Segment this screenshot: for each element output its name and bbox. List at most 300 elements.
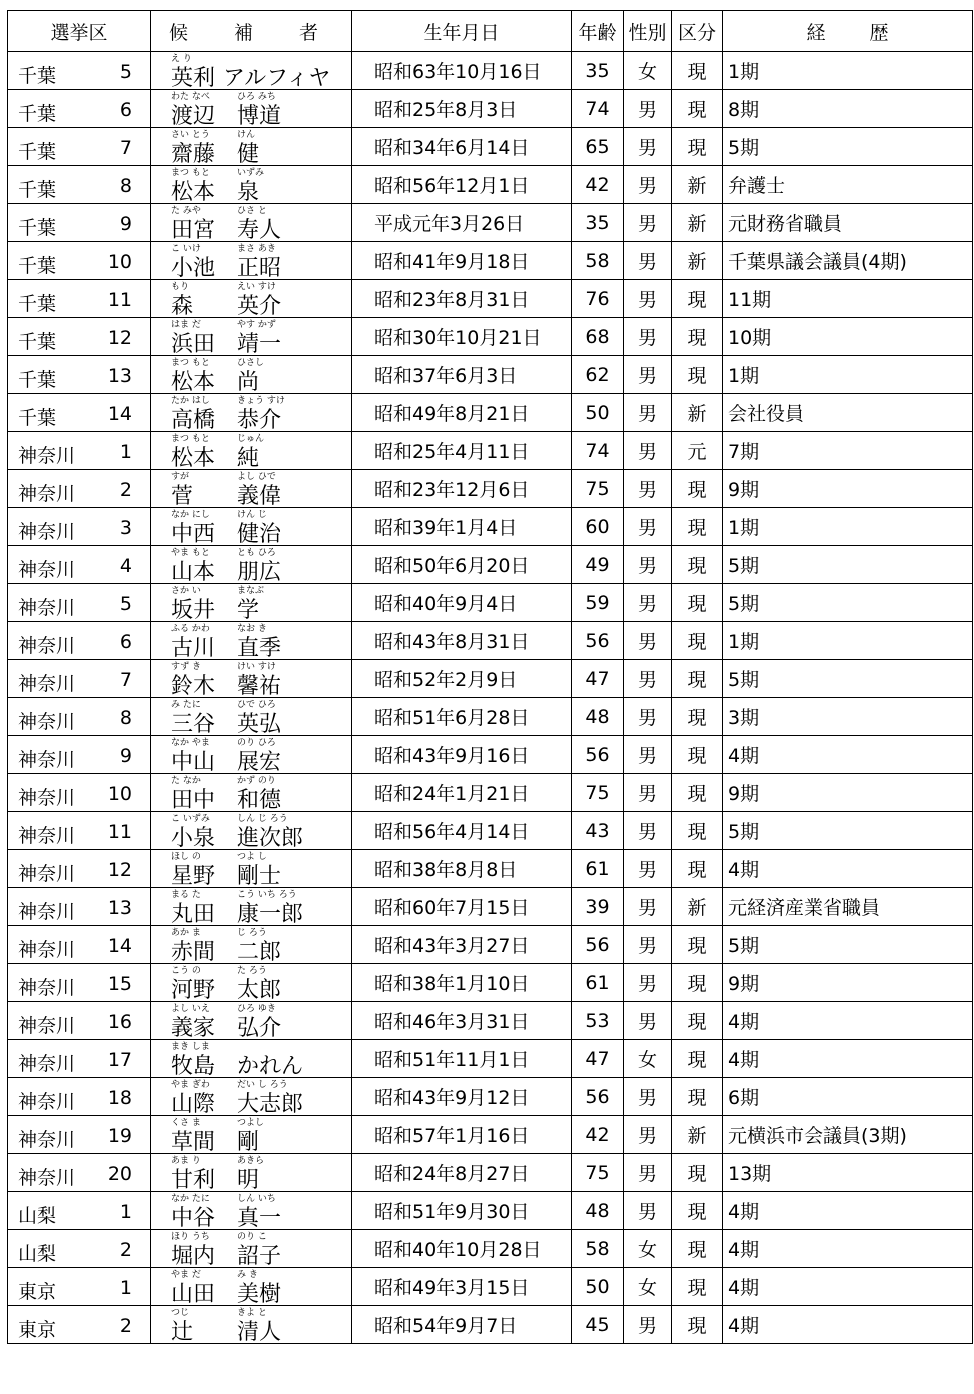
table-row <box>8 888 973 926</box>
career: 4期 <box>723 1002 973 1040</box>
district-cell <box>8 90 151 128</box>
family-name-ruby: くさ ま <box>171 1118 201 1128</box>
table-row <box>8 546 973 584</box>
career: 5期 <box>723 812 973 850</box>
given-name-ruby: ひろ みち <box>237 92 276 102</box>
status-kubun: 新 <box>672 204 723 242</box>
family-name-ruby: え り <box>171 54 192 64</box>
birth-date: 昭和51年11月1日 <box>352 1040 572 1078</box>
district-number: 8 <box>119 175 132 197</box>
district-number: 10 <box>107 251 132 273</box>
district-number: 15 <box>107 973 132 995</box>
prefecture: 千葉 <box>18 407 57 429</box>
table-row <box>8 508 973 546</box>
candidate-name-cell <box>151 888 352 926</box>
table-row <box>8 1268 973 1306</box>
birth-date: 昭和30年10月21日 <box>352 318 572 356</box>
family-name-ruby: た みや <box>171 206 201 216</box>
given-name: 朋広 <box>237 560 282 584</box>
candidate-name-cell <box>151 1002 352 1040</box>
district-cell <box>8 1078 151 1116</box>
district-cell <box>8 356 151 394</box>
age: 75 <box>572 774 624 812</box>
age: 50 <box>572 394 624 432</box>
table-row <box>8 204 973 242</box>
header-career <box>723 11 973 52</box>
district-number: 2 <box>119 479 132 501</box>
table-row <box>8 622 973 660</box>
prefecture: 神奈川 <box>18 483 76 505</box>
district-cell <box>8 204 151 242</box>
family-name: 甘利 <box>171 1168 216 1192</box>
birth-date: 昭和24年8月27日 <box>352 1154 572 1192</box>
status-kubun: 現 <box>672 52 723 90</box>
career: 4期 <box>723 1040 973 1078</box>
age: 61 <box>572 850 624 888</box>
family-name: 田宮 <box>171 218 216 242</box>
family-name-ruby: やま ぎわ <box>171 1080 210 1090</box>
birth-date: 昭和56年4月14日 <box>352 812 572 850</box>
district-number: 12 <box>107 859 132 881</box>
birth-date: 昭和50年6月20日 <box>352 546 572 584</box>
given-name: 進次郎 <box>237 826 304 850</box>
family-name: 鈴木 <box>171 674 216 698</box>
sex: 男 <box>624 926 672 964</box>
given-name-ruby: しん じ ろう <box>237 814 288 824</box>
header-candidate-1: 候 <box>169 21 191 44</box>
sex: 男 <box>624 964 672 1002</box>
district-cell <box>8 1268 151 1306</box>
family-name: 田中 <box>171 788 216 812</box>
age: 56 <box>572 1078 624 1116</box>
district-number: 20 <box>107 1163 132 1185</box>
status-kubun: 現 <box>672 1306 723 1344</box>
family-name-ruby: ほり うち <box>171 1232 210 1242</box>
given-name-ruby: えい すけ <box>237 282 276 292</box>
age: 56 <box>572 622 624 660</box>
sex: 男 <box>624 698 672 736</box>
age: 74 <box>572 90 624 128</box>
career: 元経済産業省職員 <box>723 888 973 926</box>
candidate-name-cell <box>151 1116 352 1154</box>
table-row <box>8 242 973 280</box>
sex: 男 <box>624 242 672 280</box>
header-career-2: 歴 <box>869 21 889 44</box>
candidate-name-cell <box>151 1230 352 1268</box>
given-name: 馨祐 <box>237 674 282 698</box>
district-number: 7 <box>119 669 132 691</box>
sex: 男 <box>624 546 672 584</box>
given-name-ruby: なお き <box>237 624 267 634</box>
prefecture: 神奈川 <box>18 445 76 467</box>
given-name-ruby: まなぶ <box>237 586 265 596</box>
district-cell <box>8 926 151 964</box>
district-cell <box>8 660 151 698</box>
candidate-name-cell <box>151 1192 352 1230</box>
candidate-name-cell <box>151 1078 352 1116</box>
candidate-name-cell <box>151 926 352 964</box>
given-name: アルフィヤ <box>223 66 331 90</box>
family-name: 山田 <box>171 1282 216 1306</box>
prefecture: 神奈川 <box>18 825 76 847</box>
sex: 男 <box>624 204 672 242</box>
district-number: 2 <box>119 1239 132 1261</box>
given-name-ruby: けん じ <box>237 510 267 520</box>
status-kubun: 現 <box>672 1154 723 1192</box>
given-name: 美樹 <box>237 1282 282 1306</box>
table-row <box>8 774 973 812</box>
birth-date: 昭和39年1月4日 <box>352 508 572 546</box>
age: 62 <box>572 356 624 394</box>
district-number: 1 <box>119 441 132 463</box>
status-kubun: 新 <box>672 888 723 926</box>
district-cell <box>8 850 151 888</box>
prefecture: 千葉 <box>18 369 57 391</box>
family-name-ruby: さい とう <box>171 130 210 140</box>
birth-date: 昭和43年8月31日 <box>352 622 572 660</box>
given-name-ruby: だい し ろう <box>237 1080 288 1090</box>
birth-date: 昭和24年1月21日 <box>352 774 572 812</box>
age: 42 <box>572 166 624 204</box>
prefecture: 神奈川 <box>18 1129 76 1151</box>
given-name: 剛士 <box>237 864 282 888</box>
sex: 男 <box>624 736 672 774</box>
age: 53 <box>572 1002 624 1040</box>
district-cell <box>8 394 151 432</box>
candidate-name-cell <box>151 128 352 166</box>
career: 11期 <box>723 280 973 318</box>
family-name-ruby: まつ もと <box>171 434 210 444</box>
candidate-name-cell <box>151 1268 352 1306</box>
family-name: 中山 <box>171 750 216 774</box>
given-name-ruby: ひさ と <box>237 206 267 216</box>
career: 4期 <box>723 850 973 888</box>
given-name-ruby: じゅん <box>237 434 265 444</box>
given-name-ruby: じ ろう <box>237 928 267 938</box>
family-name: 三谷 <box>171 712 216 736</box>
age: 60 <box>572 508 624 546</box>
sex: 男 <box>624 660 672 698</box>
age: 47 <box>572 660 624 698</box>
district-cell <box>8 622 151 660</box>
birth-date: 昭和46年3月31日 <box>352 1002 572 1040</box>
prefecture: 山梨 <box>18 1205 57 1227</box>
candidate-name-cell <box>151 356 352 394</box>
sex: 女 <box>624 1268 672 1306</box>
table-row <box>8 470 973 508</box>
district-cell <box>8 1154 151 1192</box>
family-name-ruby: まき しま <box>171 1042 210 1052</box>
table-row <box>8 1192 973 1230</box>
sex: 男 <box>624 812 672 850</box>
given-name: 清人 <box>237 1320 282 1344</box>
candidate-name-cell <box>151 812 352 850</box>
given-name-ruby: ひで ひろ <box>237 700 276 710</box>
sex: 男 <box>624 888 672 926</box>
family-name: 高橋 <box>171 408 216 432</box>
given-name: 健 <box>237 142 260 166</box>
age: 47 <box>572 1040 624 1078</box>
table-row <box>8 964 973 1002</box>
district-number: 18 <box>107 1087 132 1109</box>
district-cell <box>8 166 151 204</box>
birth-date: 昭和25年4月11日 <box>352 432 572 470</box>
sex: 男 <box>624 432 672 470</box>
status-kubun: 現 <box>672 280 723 318</box>
given-name: 尚 <box>237 370 260 394</box>
given-name-ruby: かず のり <box>237 776 276 786</box>
district-cell <box>8 1306 151 1344</box>
candidate-name-cell <box>151 622 352 660</box>
age: 39 <box>572 888 624 926</box>
birth-date: 昭和37年6月3日 <box>352 356 572 394</box>
prefecture: 神奈川 <box>18 1015 76 1037</box>
candidate-name-cell <box>151 432 352 470</box>
table-row <box>8 318 973 356</box>
career: 5期 <box>723 546 973 584</box>
given-name: 剛 <box>237 1130 260 1154</box>
given-name-ruby: きよ と <box>237 1308 267 1318</box>
career: 9期 <box>723 964 973 1002</box>
birth-date: 昭和51年9月30日 <box>352 1192 572 1230</box>
district-number: 8 <box>119 707 132 729</box>
candidate-name-cell <box>151 242 352 280</box>
table-row <box>8 850 973 888</box>
status-kubun: 現 <box>672 926 723 964</box>
candidate-name-cell <box>151 470 352 508</box>
status-kubun: 現 <box>672 356 723 394</box>
prefecture: 神奈川 <box>18 711 76 733</box>
candidate-name-cell <box>151 394 352 432</box>
status-kubun: 現 <box>672 660 723 698</box>
family-name: 堀内 <box>171 1244 216 1268</box>
sex: 男 <box>624 1078 672 1116</box>
career: 4期 <box>723 1230 973 1268</box>
family-name-ruby: たか はし <box>171 396 210 406</box>
district-number: 11 <box>107 289 132 311</box>
sex: 男 <box>624 318 672 356</box>
given-name-ruby: た ろう <box>237 966 267 976</box>
status-kubun: 現 <box>672 964 723 1002</box>
career: 5期 <box>723 128 973 166</box>
career: 1期 <box>723 622 973 660</box>
table-row <box>8 1230 973 1268</box>
header-district: 選挙区 <box>8 11 151 52</box>
given-name-ruby: やす かず <box>237 320 276 330</box>
age: 48 <box>572 1192 624 1230</box>
given-name: 英弘 <box>237 712 282 736</box>
given-name: 純 <box>237 446 260 470</box>
family-name: 義家 <box>171 1016 216 1040</box>
given-name: 弘介 <box>237 1016 282 1040</box>
sex: 男 <box>624 1154 672 1192</box>
career: 8期 <box>723 90 973 128</box>
sex: 男 <box>624 584 672 622</box>
family-name: 浜田 <box>171 332 216 356</box>
status-kubun: 現 <box>672 812 723 850</box>
age: 50 <box>572 1268 624 1306</box>
career: 元財務省職員 <box>723 204 973 242</box>
table-row <box>8 1116 973 1154</box>
district-cell <box>8 52 151 90</box>
status-kubun: 現 <box>672 774 723 812</box>
given-name-ruby: のり ひろ <box>237 738 276 748</box>
header-kubun: 区分 <box>672 11 723 52</box>
age: 56 <box>572 736 624 774</box>
district-number: 13 <box>107 897 132 919</box>
birth-date: 昭和60年7月15日 <box>352 888 572 926</box>
given-name: 健治 <box>237 522 282 546</box>
career: 5期 <box>723 926 973 964</box>
career: 1期 <box>723 52 973 90</box>
birth-date: 昭和34年6月14日 <box>352 128 572 166</box>
header-sex: 性別 <box>624 11 672 52</box>
career: 弁護士 <box>723 166 973 204</box>
prefecture: 神奈川 <box>18 1091 76 1113</box>
status-kubun: 現 <box>672 850 723 888</box>
sex: 男 <box>624 280 672 318</box>
sex: 男 <box>624 1002 672 1040</box>
given-name-ruby: きょう すけ <box>237 396 285 406</box>
prefecture: 千葉 <box>18 331 57 353</box>
district-number: 17 <box>107 1049 132 1071</box>
given-name: 真一 <box>237 1206 282 1230</box>
district-cell <box>8 736 151 774</box>
family-name-ruby: わた なべ <box>171 92 210 102</box>
family-name-ruby: もり <box>171 282 190 292</box>
age: 45 <box>572 1306 624 1344</box>
family-name-ruby: やま もと <box>171 548 210 558</box>
family-name: 渡辺 <box>171 104 216 128</box>
family-name-ruby: なか たに <box>171 1194 210 1204</box>
family-name-ruby: はま だ <box>171 320 201 330</box>
birth-date: 昭和51年6月28日 <box>352 698 572 736</box>
family-name-ruby: すず き <box>171 662 201 672</box>
table-row <box>8 394 973 432</box>
status-kubun: 現 <box>672 736 723 774</box>
birth-date: 昭和25年8月3日 <box>352 90 572 128</box>
status-kubun: 現 <box>672 584 723 622</box>
table-row <box>8 432 973 470</box>
given-name-ruby: つよ し <box>237 852 267 862</box>
career: 5期 <box>723 660 973 698</box>
family-name: 小池 <box>171 256 216 280</box>
candidate-name-cell <box>151 318 352 356</box>
family-name: 山際 <box>171 1092 216 1116</box>
candidate-table <box>7 10 973 1344</box>
candidate-name-cell <box>151 166 352 204</box>
career: 5期 <box>723 584 973 622</box>
prefecture: 神奈川 <box>18 787 76 809</box>
given-name-ruby: しん いち <box>237 1194 276 1204</box>
table-row <box>8 1002 973 1040</box>
candidate-name-cell <box>151 774 352 812</box>
candidate-name-cell <box>151 1306 352 1344</box>
candidate-name-cell <box>151 850 352 888</box>
sex: 男 <box>624 774 672 812</box>
prefecture: 千葉 <box>18 179 57 201</box>
district-cell <box>8 888 151 926</box>
district-number: 13 <box>107 365 132 387</box>
birth-date: 昭和49年3月15日 <box>352 1268 572 1306</box>
status-kubun: 新 <box>672 1116 723 1154</box>
age: 68 <box>572 318 624 356</box>
family-name: 草間 <box>171 1130 216 1154</box>
birth-date: 昭和52年2月9日 <box>352 660 572 698</box>
given-name: 博道 <box>237 104 282 128</box>
career: 7期 <box>723 432 973 470</box>
status-kubun: 現 <box>672 1192 723 1230</box>
family-name: 赤間 <box>171 940 216 964</box>
family-name: 古川 <box>171 636 216 660</box>
prefecture: 神奈川 <box>18 1053 76 1075</box>
family-name-ruby: あか ま <box>171 928 201 938</box>
birth-date: 平成元年3月26日 <box>352 204 572 242</box>
given-name: 詔子 <box>237 1244 282 1268</box>
candidate-name-cell <box>151 508 352 546</box>
given-name: 明 <box>237 1168 260 1192</box>
table-row <box>8 1306 973 1344</box>
status-kubun: 元 <box>672 432 723 470</box>
candidate-name-cell <box>151 736 352 774</box>
prefecture: 東京 <box>18 1281 57 1303</box>
given-name: かれん <box>237 1054 304 1078</box>
district-cell <box>8 964 151 1002</box>
given-name: 正昭 <box>237 256 282 280</box>
status-kubun: 現 <box>672 1078 723 1116</box>
family-name-ruby: こう の <box>171 966 201 976</box>
status-kubun: 現 <box>672 1002 723 1040</box>
family-name: 牧島 <box>171 1054 216 1078</box>
candidate-name-cell <box>151 1154 352 1192</box>
prefecture: 神奈川 <box>18 673 76 695</box>
age: 35 <box>572 204 624 242</box>
prefecture: 神奈川 <box>18 901 76 923</box>
district-cell <box>8 1040 151 1078</box>
given-name: 康一郎 <box>237 902 304 926</box>
district-number: 3 <box>119 517 132 539</box>
district-number: 7 <box>119 137 132 159</box>
prefecture: 千葉 <box>18 141 57 163</box>
career: 6期 <box>723 1078 973 1116</box>
career: 4期 <box>723 1192 973 1230</box>
family-name: 森 <box>171 294 194 318</box>
header-career-1: 経 <box>806 21 826 44</box>
district-number: 9 <box>119 213 132 235</box>
header-candidate-3: 者 <box>299 21 321 44</box>
career: 1期 <box>723 356 973 394</box>
candidate-name-cell <box>151 698 352 736</box>
family-name-ruby: よし いえ <box>171 1004 210 1014</box>
family-name: 坂井 <box>171 598 216 622</box>
family-name: 齋藤 <box>171 142 216 166</box>
prefecture: 千葉 <box>18 103 57 125</box>
birth-date: 昭和63年10月16日 <box>352 52 572 90</box>
district-cell <box>8 1230 151 1268</box>
age: 43 <box>572 812 624 850</box>
district-cell <box>8 508 151 546</box>
family-name-ruby: すが <box>171 472 190 482</box>
family-name-ruby: こ いずみ <box>171 814 210 824</box>
career: 9期 <box>723 470 973 508</box>
family-name-ruby: まる た <box>171 890 201 900</box>
birth-date: 昭和38年1月10日 <box>352 964 572 1002</box>
sex: 男 <box>624 850 672 888</box>
candidate-name-cell <box>151 280 352 318</box>
prefecture: 神奈川 <box>18 977 76 999</box>
candidate-name-cell <box>151 90 352 128</box>
family-name: 松本 <box>171 446 216 470</box>
